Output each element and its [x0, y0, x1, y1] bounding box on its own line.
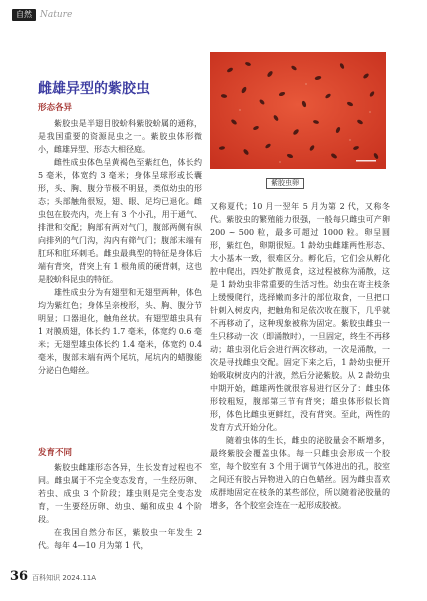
section-header	[12, 8, 72, 22]
right-column	[210, 200, 390, 512]
publication-info: 百科知识 2024.11A	[32, 574, 97, 582]
subheading-morphology: 形态各异	[38, 103, 73, 113]
left-column-block-2	[38, 461, 202, 552]
paragraph: 雌性成虫体色呈黄褐色至紫红色，体长约 5 毫米，体宽约 3 毫米；身体呈球形或长囊形，头、胸、腹分节极不明显，类似幼虫的形态；头部触角很短，翅、眼、足均已退化。雌虫包在胶壳内，壳上有 3 个小孔，用于通气、排泄和交配；胸部有两对气门，腹部两侧有纵向排列的气门沟，沟内有筛气门；腹部末端有肛环和肛环刺毛。雌虫最典型的特征是身体后端有背突，背突上有 1 根角质的硬背刺，这也是胶蚧科昆虫的特征。	[38, 158, 202, 284]
section-badge: 自然	[12, 9, 36, 21]
eggs-illustration	[210, 52, 386, 169]
article-title: 雌雄异型的紫胶虫	[38, 81, 150, 97]
subheading-development: 发育不同	[38, 448, 73, 458]
paragraph: 在我国自然分布区，紫胶虫一年发生 2 代。每年 4—10 月为第 1 代，	[38, 528, 202, 550]
section-english: Nature	[40, 10, 73, 20]
paragraph: 雄性成虫分为有翅型和无翅型两种，体色均为紫红色；身体呈亲梭形，头、胸、腹分节明显；口器退化，触角丝状。有翅型雄虫具有 1 对膜质翅，体长约 1.7 毫米，体宽约 0.6 毫米；无翅型雄虫体长约 1.4 毫米，体宽约 0.4 毫米，腹部末端有两个尾坑，尾坑内的蜡腺能分泌白色蜡丝。	[38, 288, 202, 375]
left-column-block-1	[38, 117, 202, 377]
photo-caption: 紫胶虫卵	[266, 178, 304, 189]
page-number: 36	[10, 569, 29, 584]
lac-insect-eggs-photo	[210, 52, 386, 169]
paragraph: 紫胶虫是半翅目胶蚧科紫胶蚧属的通称，是我国重要的资源昆虫之一。紫胶虫体形微小，雌雄异型、形态大相径庭。	[38, 119, 202, 154]
paragraph: 又称夏代；10 月一翌年 5 月为第 2 代，又称冬代。紫胶虫的繁殖能力很强，一般每只雌虫可产卵 200 ~ 500 粒，最多可超过 1000 粒。卵呈圆形，紫红色，卵期很短。1 龄幼虫雌雄两性形态、大小基本一致，很难区分。孵化后，它们会从孵化腔中爬出，四处扩散觅食，这过程被称为涌散，这是 1 龄幼虫非常重要的生活习性。幼虫在寄主枝条上缓慢爬行，选择嫩而多汁的部位取食，一旦把口针刺入树皮内，把触角和足依次收在腹下，几乎就不再移动了，这种现象被称为固定。紫胶虫雌虫一生只移动一次（即涌散时），一旦固定，终生不再移动；雄虫羽化后会进行两次移动，一次是涌散，一次是寻找雌虫交配。固定下来之后，1 龄幼虫便开始吸取树皮内的汁液，然后分泌紫胶。从 2 龄幼虫中期开始，雌雄两性就很容易进行区分了：雌虫体形较粗短，腹部第三节有背突；雄虫体形似长筒形，体色比雌虫更鲜红，没有背突。至此，两性的发育方式开始分化。	[210, 202, 390, 432]
paragraph: 紫胶虫雌雄形态各异，生长发育过程也不同。雌虫属于不完全变态发育，一生经历卵、若虫、成虫 3 个阶段；雄虫则是完全变态发育，一生要经历卵、幼虫、蛹和成虫 4 个阶段。	[38, 463, 202, 524]
paragraph: 随着虫体的生长，雌虫的泌胶量会不断增多，最终紫胶会覆盖虫体。每一只雌虫会形成一个胶室，每个胶室有 3 个用于调节气体进出的孔，胶室之间还有胶占异物进入的白色蜡丝。因为雌虫喜欢成群地固定在枝条的某些部位，所以随着泌胶量的增多，各个胶室会连在一起形成胶被。	[210, 436, 390, 510]
page-footer	[10, 569, 96, 584]
